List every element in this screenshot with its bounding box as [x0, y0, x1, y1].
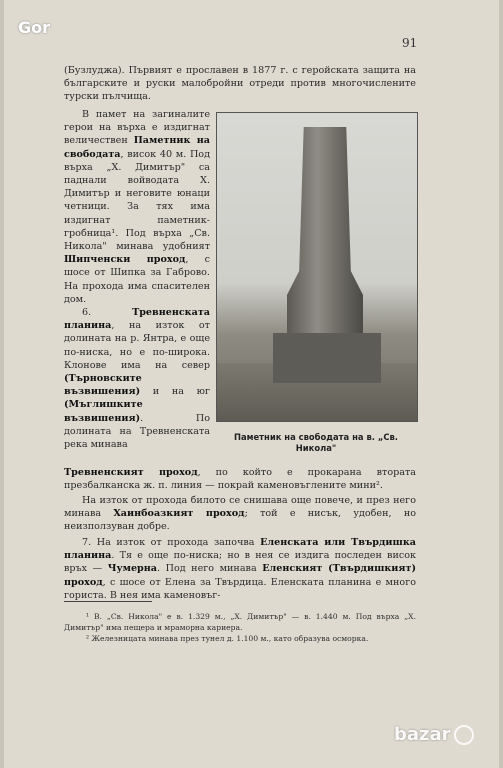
- footnote-1: ¹ В. „Св. Никола" е в. 1.329 м., „Х. Димитър" — в. 1.440 м. Под върха „Х. Димитър" има пещера и мраморна кариера.: [64, 612, 416, 632]
- paragraph-intro: (Бузлуджа). Първият е прославен в 1877 г. с геройската защита на българските и руски малобройни отреди против многочислените турски пълчища.: [64, 65, 416, 103]
- footnote-rule: [64, 601, 152, 602]
- bazar-logo-icon: [454, 725, 474, 745]
- book-page: [4, 0, 499, 768]
- photo-tower: [287, 127, 363, 367]
- bazar-logo: bazar: [394, 724, 474, 745]
- monument-photo: [216, 112, 418, 422]
- left-column-text: В памет на загиналите герои на върха е издигнат величествен Паметник на свободата, висок 40 м. Под върха „Х. Димитър" са паднали войводата Х. Димитър и неговите юнаци четници. За тях има издигнат паметник-гробница¹. Под върха „Св. Никола" минава удобният Шипченски проход, с шосе от Шипка за Габрово. На прохода има спасителен дом. 6. Тревненската планина, на изток от долината на р. Янтра, е още по-ниска, но е по-широка. Клонове има на север (Търновските възвишения) и на юг (Мъглишките възвишения). По долината на Тревненската река минава: [64, 109, 210, 451]
- photo-tower-base: [273, 333, 381, 383]
- footnotes: [64, 611, 416, 644]
- page-number: 91: [402, 36, 418, 50]
- paragraph-continuation: Тревненският проход, по който е прокарана втората презбалканска ж. п. линия — покрай каменовъглените мини².: [64, 467, 416, 492]
- paragraph-haynboaz: На изток от прохода билото се снишава още повече, и през него минава Хаинбоазкият проход; той е нисък, удобен, но неизползуван добре.: [64, 495, 416, 533]
- photo-caption: Паметник на свободата на в. „Св. Никола": [234, 432, 398, 453]
- footnote-2: ² Железницата минава през тунел д. 1.100 м., като образува осморка.: [86, 634, 369, 643]
- paragraph-elena: 7. На изток от прохода започва Еленската или Твърдишка планина. Тя е още по-ниска; но в нея се издига последен висок връх — Чумерна. Под него минава Еленският (Твърдишкият) проход, с шосе от Елена за Твърдица. Еленската планина е много гориста. В нея има каменовъг-: [64, 537, 416, 601]
- watermark-top: Gor: [18, 18, 51, 37]
